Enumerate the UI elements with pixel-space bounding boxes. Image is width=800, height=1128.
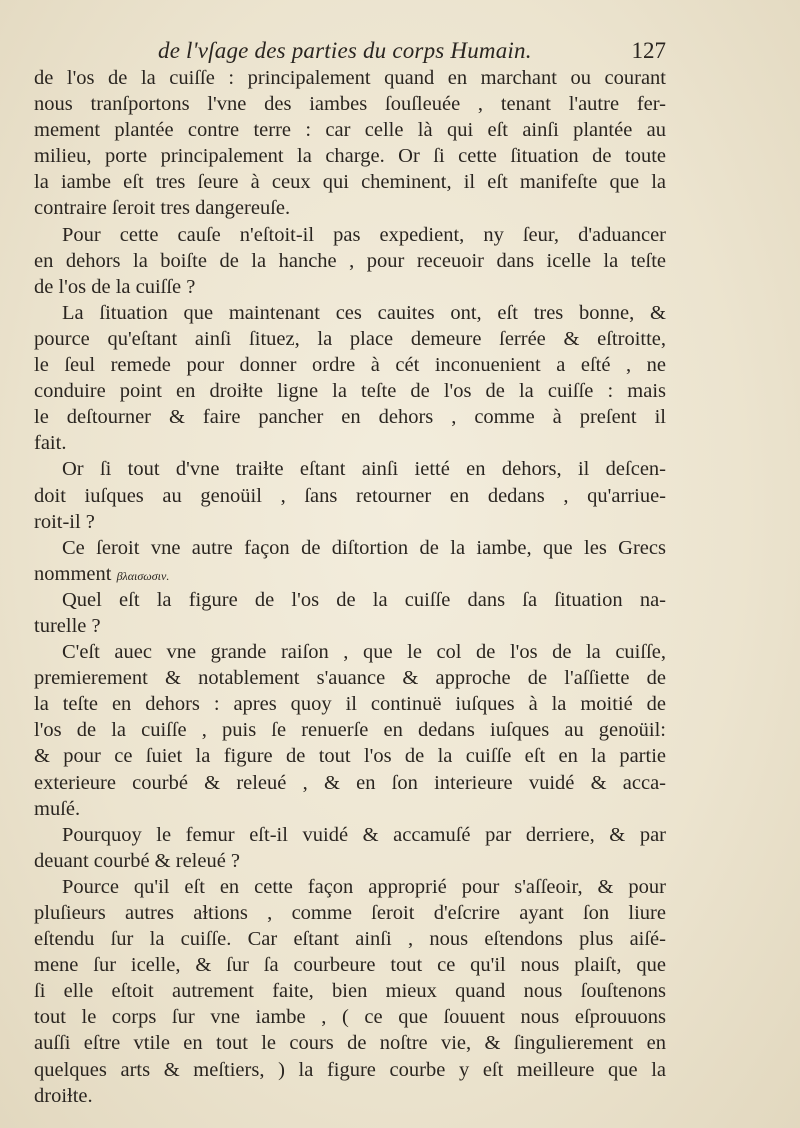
- text-line: [34, 587, 666, 613]
- text-line: [34, 483, 666, 509]
- text-line: [34, 1057, 666, 1083]
- text-line: [34, 900, 666, 926]
- text-line: [34, 535, 666, 561]
- text-line: [34, 848, 666, 874]
- text-line-content: La ſituation que maintenant ces cauites ont, eſt tres bonne, &: [62, 301, 666, 324]
- text-line-content: doit iuſques au genoüil , ſans retourner en dedans , qu'arriue-: [34, 484, 666, 507]
- text-line: [34, 770, 666, 796]
- text-line: [34, 274, 666, 300]
- text-line: [34, 117, 666, 143]
- text-line-content: l'os de la cuiſſe , puis ſe renuerſe en dedans iuſques au genoüil:: [34, 719, 666, 742]
- running-head: [34, 38, 666, 68]
- text-line-content: Pource qu'il eſt en cette façon approprié pour s'aſſeoir, & pour: [62, 875, 666, 898]
- text-line-content: Ce ſeroit vne autre façon de diſtortion de la iambe, que les Grecs: [62, 536, 666, 559]
- text-line: [34, 952, 666, 978]
- text-line-content: eſtendu ſur la cuiſſe. Car eſtant ainſi , nous eſtendons plus aiſé-: [34, 928, 666, 951]
- text-line-content: conduire point en droiɫte ligne la teſte de l'os de la cuiſſe : mais: [34, 380, 666, 403]
- text-line: [34, 691, 666, 717]
- text-line: [34, 91, 666, 117]
- text-line: [34, 978, 666, 1004]
- text-line-content: le deſtourner & faire pancher en dehors , comme à preſent il: [34, 406, 666, 429]
- text-line: [34, 195, 666, 221]
- text-line-content: Pourquoy le femur eſt-il vuidé & accamuſé par derriere, & par: [62, 823, 666, 846]
- text-line: [34, 404, 666, 430]
- text-line-content: pluſieurs autres aɫtions , comme ſeroit d'eſcrire ayant ſon liure: [34, 902, 666, 924]
- text-line-content: fait.: [34, 432, 67, 455]
- text-line-content: quelques arts & meſtiers, ) la figure courbe y eſt meilleure que la: [34, 1058, 666, 1081]
- text-line-content: milieu, porte principalement la charge. Or ſi cette ſituation de toute: [34, 145, 666, 168]
- text-line-content: en dehors la boiſte de la hanche , pour receuoir dans icelle la teſte: [34, 249, 666, 272]
- text-line: [34, 248, 666, 274]
- text-line: [34, 326, 666, 352]
- text-line: [34, 561, 666, 587]
- text-line: [34, 509, 666, 535]
- text-line-content: turelle ?: [34, 614, 101, 637]
- text-line: [34, 613, 666, 639]
- text-line: [34, 874, 666, 900]
- text-line: [34, 143, 666, 169]
- greek-word: βλαισωσιν.: [116, 568, 170, 583]
- text-line-content: contraire ſeroit tres dangereuſe.: [34, 197, 291, 220]
- text-line-content: ſi elle eſtoit autrement faite, bien mieux quand nous ſouſtenons: [34, 980, 666, 1003]
- text-line: [34, 1030, 666, 1056]
- text-line-content: deuant courbé & releué ?: [34, 849, 241, 872]
- text-line-content: nomment: [34, 562, 112, 585]
- text-line: [34, 743, 666, 769]
- text-line: [34, 665, 666, 691]
- text-line: [34, 1004, 666, 1030]
- text-line-content: de l'os de la cuiſſe ?: [34, 275, 196, 298]
- text-line-content: auſſi eſtre vtile en tout le cours de noſtre vie, & ſingulierement en: [34, 1032, 666, 1055]
- text-line: [34, 926, 666, 952]
- text-line-content: la iambe eſt tres ſeure à ceux qui cheminent, il eſt manifeſte que la: [34, 171, 666, 194]
- text-line: [34, 796, 666, 822]
- text-line: [34, 1083, 666, 1109]
- text-line-content: mement plantée contre terre : car celle là qui eſt ainſi plantée au: [34, 119, 666, 142]
- text-line-content: tout le corps ſur vne iambe , ( ce que ſouuent nous eſprouuons: [34, 1006, 666, 1029]
- text-line: [34, 822, 666, 848]
- text-line: [34, 717, 666, 743]
- page-number: 127: [631, 38, 666, 63]
- text-line-content: Pour cette cauſe n'eſtoit-il pas expedient, ny ſeur, d'aduancer: [62, 223, 666, 246]
- text-line-content: Quel eſt la figure de l'os de la cuiſſe dans ſa ſituation na-: [62, 588, 666, 611]
- text-line-content: C'eſt auec vne grande raiſon , que le col de l'os de la cuiſſe,: [62, 641, 666, 664]
- text-line-content: Or ſi tout d'vne traiɫte eſtant ainſi ietté en dehors, il deſcen-: [62, 458, 666, 481]
- text-line-content: premierement & notablement s'auance & approche de l'aſſiette de: [34, 667, 666, 690]
- running-title: de l'vſage des parties du corps Humain.: [158, 38, 532, 63]
- text-line: [34, 378, 666, 404]
- text-line: [34, 430, 666, 456]
- text-line: [34, 169, 666, 195]
- text-line: [34, 352, 666, 378]
- text-line-content: muſé.: [34, 797, 81, 820]
- text-line: [34, 456, 666, 482]
- text-line: [34, 300, 666, 326]
- text-line-content: le ſeul remede pour donner ordre à cét inconuenient a eſté , ne: [34, 354, 666, 377]
- text-line-content: mene ſur icelle, & ſur ſa courbeure tout ce qu'il nous plaiſt, que: [34, 954, 666, 977]
- text-line-content: exterieure courbé & releué , & en ſon interieure vuidé & acca-: [34, 771, 666, 794]
- text-line-content: & pour ce ſuiet la figure de tout l'os de la cuiſſe eſt en la partie: [34, 745, 666, 768]
- text-body: [34, 65, 666, 1109]
- text-line: [34, 639, 666, 665]
- text-line: [34, 222, 666, 248]
- text-line-content: roit-il ?: [34, 510, 95, 533]
- text-line-content: nous tranſportons l'vne des iambes ſouſleuée , tenant l'autre fer-: [34, 93, 666, 116]
- text-line-content: la teſte en dehors : apres quoy il continuë iuſques à la moitié de: [34, 693, 666, 716]
- text-line-content: droiɫte.: [34, 1084, 93, 1107]
- text-line: [34, 65, 666, 91]
- text-line-content: pource qu'eſtant ainſi ſituez, la place demeure ſerrée & eſtroitte,: [34, 327, 666, 350]
- text-line-content: de l'os de la cuiſſe : principalement quand en marchant ou courant: [34, 67, 666, 89]
